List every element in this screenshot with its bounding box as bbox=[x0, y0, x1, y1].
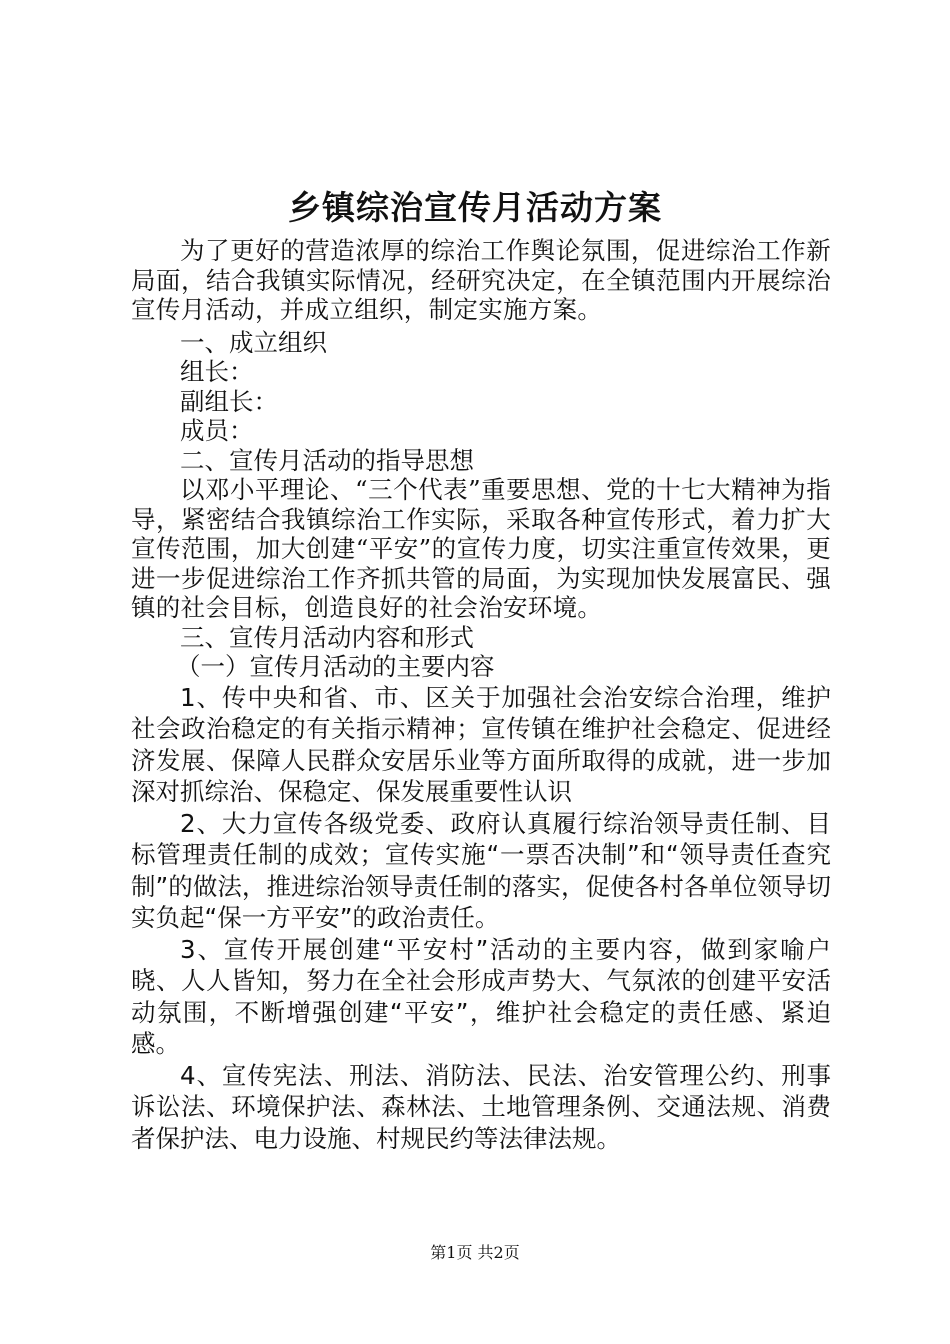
subsection-heading-main-content: （一）宣传月活动的主要内容 bbox=[176, 652, 495, 681]
section-heading-organization: 一、成立组织 bbox=[180, 327, 327, 357]
content-item-1: 1、传中央和省、市、区关于加强社会治安综合治理，维护社会政治稳定的有关指示精神；宣传镇在维护社会稳定、促进经济发展、保障人民群众安居乐业等方面所取得的成就，进一步加深对抓综治、保稳定、保发展重要性认识 bbox=[131, 682, 831, 806]
section-heading-content-and-form: 三、宣传月活动内容和形式 bbox=[180, 622, 474, 652]
content-item-3: 3、宣传开展创建“平安村”活动的主要内容，做到家喻户晓、人人皆知，努力在全社会形成声势大、气氛浓的创建平安活动氛围，不断增强创建“平安”，维护社会稳定的责任感、紧迫感。 bbox=[131, 934, 831, 1058]
section-heading-guiding-ideology: 二、宣传月活动的指导思想 bbox=[180, 445, 474, 475]
page-number-footer: 第1页 共2页 bbox=[430, 1243, 520, 1262]
guiding-ideology-paragraph: 以邓小平理论、“三个代表”重要思想、党的十七大精神为指导，紧密结合我镇综治工作实际，采取各种宣传形式，着力扩大宣传范围，加大创建“平安”的宣传力度，切实注重宣传效果，更进一步促进综治工作齐抓共管的局面，为实现加快发展富民、强镇的社会目标，创造良好的社会治安环境。 bbox=[131, 475, 831, 622]
content-item-2: 2、大力宣传各级党委、政府认真履行综治领导责任制、目标管理责任制的成效；宣传实施“一票否决制”和“领导责任查究制”的做法，推进综治领导责任制的落实，促使各村各单位领导切实负起“保一方平安”的政治责任。 bbox=[131, 808, 831, 932]
members-label: 成员： bbox=[180, 416, 254, 445]
leader-label: 组长： bbox=[180, 357, 254, 386]
intro-paragraph: 为了更好的营造浓厚的综治工作舆论氛围，促进综治工作新局面，结合我镇实际情况，经研究决定，在全镇范围内开展综治宣传月活动，并成立组织，制定实施方案。 bbox=[131, 236, 831, 324]
document-body bbox=[131, 236, 831, 1154]
deputy-leader-label: 副组长： bbox=[180, 386, 278, 416]
content-item-4: 4、宣传宪法、刑法、消防法、民法、治安管理公约、刑事诉讼法、环境保护法、森林法、土地管理条例、交通法规、消费者保护法、电力设施、村规民约等法律法规。 bbox=[131, 1060, 831, 1153]
document-title: 乡镇综治宣传月活动方案 bbox=[288, 188, 662, 227]
